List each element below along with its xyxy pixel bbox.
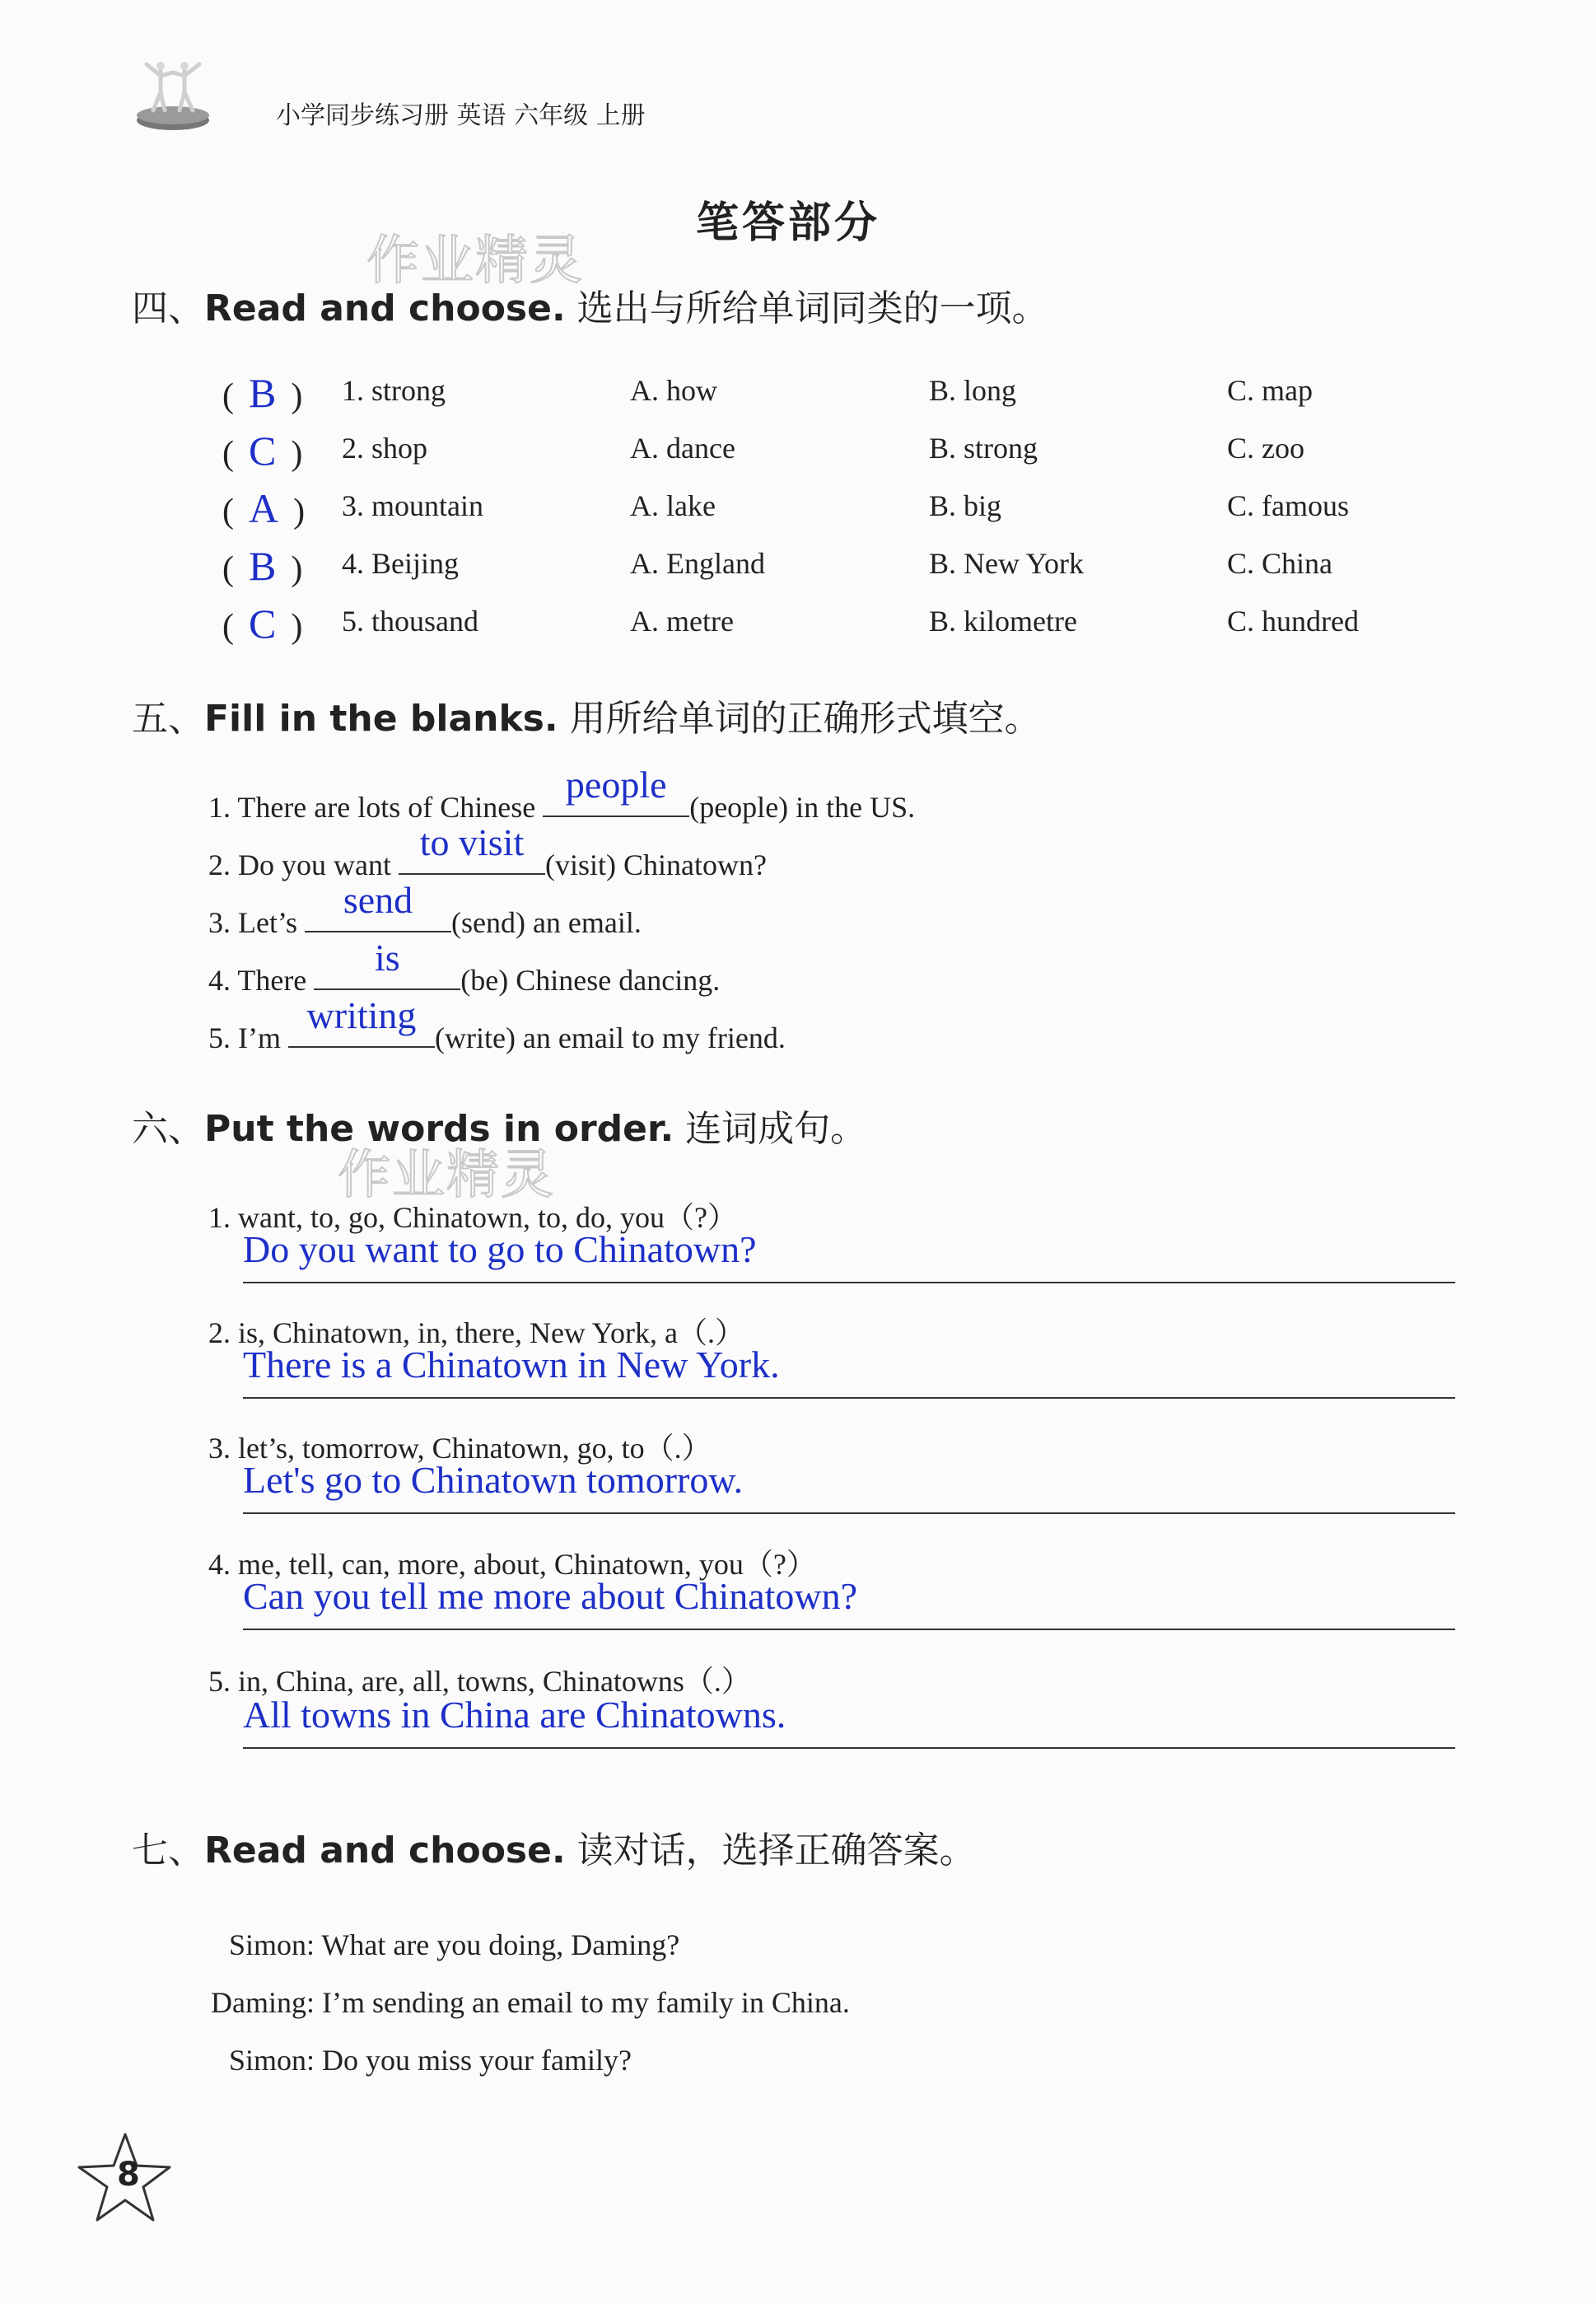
prompt-text: 5. I’m (208, 1021, 288, 1054)
choice-item: ( A ) (222, 485, 306, 531)
prompt-text: 3. Let’s (208, 906, 305, 939)
choice-item: ( C ) (222, 428, 303, 474)
order-question: 1. want, to, go, Chinatown, to, do, you（?） (208, 1201, 737, 1234)
option-c: C. China (1227, 547, 1333, 580)
watermark: 作业精灵 (366, 231, 584, 292)
book-title: 小学同步练习册 英语 六年级 上册 (276, 101, 646, 130)
section-title-zh: 用所给单词的正确形式填空。 (569, 698, 1041, 740)
fill-item (208, 994, 786, 1055)
section-title-zh: 选出与所给单词同类的一项。 (576, 287, 1048, 329)
option-c: C. zoo (1227, 432, 1304, 465)
answer: C (249, 428, 277, 474)
prompt-hint: (send) an email. (450, 906, 642, 939)
page-number: 8 (117, 2156, 140, 2194)
watermark: 作业精灵 (338, 1145, 555, 1206)
fill-item (208, 879, 642, 940)
order-question: 2. is, Chinatown, in, there, New York, a（.） (208, 1316, 744, 1349)
prompt-text: 4. There (208, 964, 315, 997)
dialog-line: Simon: Do you miss your family? (229, 2044, 632, 2077)
option-b: B. strong (929, 432, 1038, 465)
dialog-line: Daming: I’m sending an email to my family in China. (211, 1986, 850, 2019)
page-title: 笔答部分 (696, 199, 881, 248)
answer-line (243, 1512, 1455, 1514)
choice-item: ( B ) (222, 543, 303, 589)
option-a: A. lake (630, 489, 716, 522)
option-c: C. famous (1227, 489, 1349, 522)
choice-item: ( B ) (222, 370, 303, 416)
answer-line (243, 1282, 1455, 1283)
order-question: 5. in, China, are, all, towns, Chinatowns（.） (208, 1665, 751, 1698)
section-7-heading (132, 1820, 976, 1873)
choice-item: ( C ) (222, 601, 303, 647)
section-title-en: Fill in the blanks. (204, 698, 558, 740)
answer: to visit (419, 821, 525, 863)
answer-line (243, 1629, 1455, 1630)
option-a: A. England (630, 547, 765, 580)
question-word: 2. shop (342, 432, 428, 465)
section-title-zh: 读对话，选择正确答案。 (576, 1830, 976, 1872)
prompt-text: 1. There are lots of Chinese (208, 791, 544, 824)
answer-blank (288, 994, 435, 1048)
section-number: 七、 (132, 1830, 204, 1872)
order-question: 4. me, tell, can, more, about, Chinatown, you（?） (208, 1548, 816, 1581)
section-5-heading (132, 689, 1041, 741)
dancers-logo-icon (132, 58, 214, 133)
question-word: 3. mountain (342, 489, 483, 522)
answer-blank (314, 937, 460, 990)
dialog-line: Simon: What are you doing, Daming? (229, 1928, 680, 1961)
section-number: 五、 (132, 698, 204, 740)
answer: people (565, 764, 667, 806)
option-a: A. metre (630, 605, 734, 638)
order-answer: Do you want to go to Chinatown? (243, 1228, 757, 1270)
option-a: A. how (630, 374, 717, 407)
section-title-zh: 连词成句。 (685, 1108, 867, 1150)
answer: B (249, 543, 277, 589)
prompt-hint: (write) an email to my friend. (434, 1021, 786, 1054)
section-title-en: Put the words in order. (204, 1108, 674, 1150)
section-number: 六、 (132, 1108, 204, 1150)
option-b: B. New York (929, 547, 1085, 580)
prompt-hint: (people) in the US. (689, 791, 916, 824)
option-c: C. hundred (1227, 605, 1359, 638)
section-title-en: Read and choose. (204, 1830, 566, 1872)
answer-line (243, 1747, 1455, 1749)
question-word: 5. thousand (342, 605, 478, 638)
option-b: B. long (929, 374, 1017, 407)
prompt-hint: (visit) Chinatown? (544, 848, 767, 881)
prompt-hint: (be) Chinese dancing. (460, 964, 721, 997)
answer-blank (543, 764, 689, 817)
question-word: 4. Beijing (342, 547, 459, 580)
section-6-heading (132, 1099, 866, 1152)
answer: A (249, 485, 279, 531)
order-question: 3. let’s, tomorrow, Chinatown, go, to（.） (208, 1432, 712, 1465)
answer: C (249, 601, 277, 647)
order-answer: Can you tell me more about Chinatown? (243, 1575, 858, 1617)
order-answer: All towns in China are Chinatowns. (243, 1694, 786, 1736)
answer-blank (305, 879, 451, 932)
answer: is (374, 937, 400, 979)
option-b: B. kilometre (929, 605, 1077, 638)
answer-line (243, 1397, 1455, 1399)
fill-item (208, 937, 721, 998)
answer: writing (306, 994, 417, 1036)
option-b: B. big (929, 489, 1002, 522)
section-4-heading (132, 278, 1048, 331)
prompt-text: 2. Do you want (208, 848, 399, 881)
order-answer: There is a Chinatown in New York. (243, 1344, 780, 1386)
question-word: 1. strong (342, 374, 446, 407)
answer: send (343, 879, 413, 921)
answer-blank (399, 821, 545, 875)
option-c: C. map (1227, 374, 1313, 407)
answer: B (249, 370, 277, 416)
section-number: 四、 (132, 287, 204, 329)
option-a: A. dance (630, 432, 735, 465)
fill-item (208, 764, 916, 825)
fill-item (208, 821, 767, 882)
section-title-en: Read and choose. (204, 287, 566, 329)
order-answer: Let's go to Chinatown tomorrow. (243, 1459, 744, 1501)
